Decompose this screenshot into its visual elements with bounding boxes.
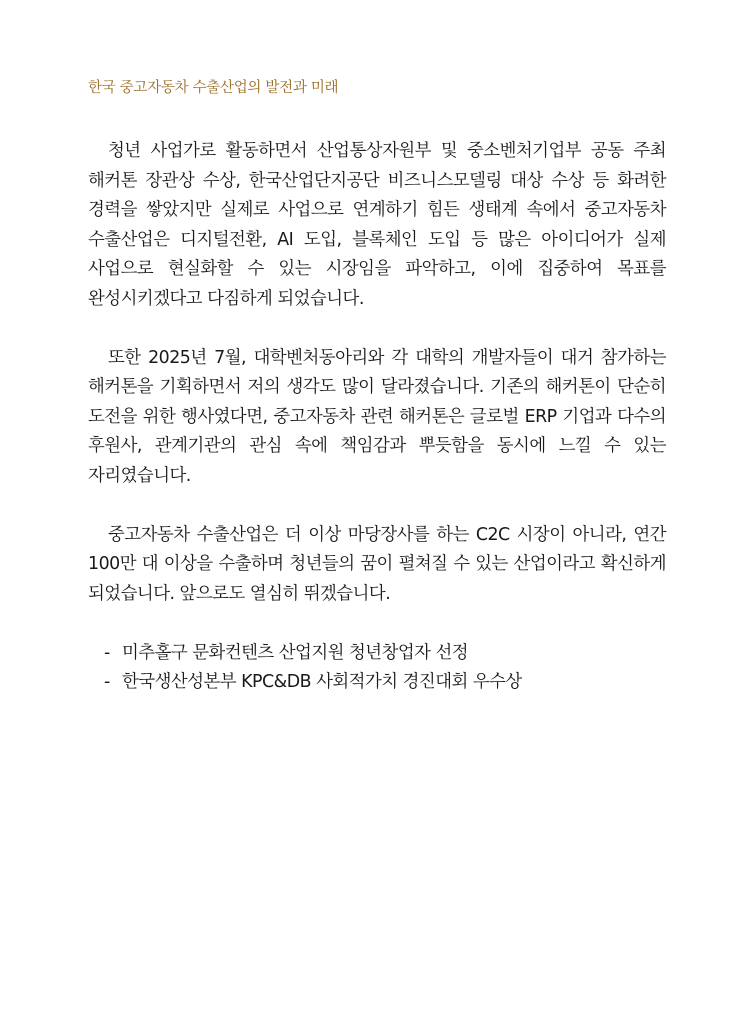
document-header-title: 한국 중고자동차 수출산업의 발전과 미래 xyxy=(88,80,339,96)
paragraph-2: 또한 2025년 7월, 대학벤처동아리와 각 대학의 개발자들이 대거 참가하는 해커톤을 기획하면서 저의 생각도 많이 달라졌습니다. 기존의 해커톤이 단순히 도전을 위한 행사였다면, 중고자동차 관련 해커톤은 글로벌 ERP 기업과 다수의 후원사, 관계기관의 관심 속에 책임감과 뿌듯함을 동시에 느낄 수 있는 자리였습니다. xyxy=(88,347,666,486)
list-item-text: 한국생산성본부 KPC&DB 사회적가치 경진대회 우수상 xyxy=(122,672,522,692)
list-item-text: 미추홀구 문화컨텐츠 산업지원 청년창업자 선정 xyxy=(122,642,469,663)
bullet-dash: - xyxy=(104,642,110,663)
paragraph-1: 청년 사업가로 활동하면서 산업통상자원부 및 중소벤처기업부 공동 주최 해커톤 장관상 수상, 한국산업단지공단 비즈니스모델링 대상 수상 등 화려한 경력을 쌓았지만 실제로 사업으로 연계하기 힘든 생태계 속에서 중고자동차 수출산업은 디지털전환, AI 도입, 블록체인 도입 등 많은 아이디어가 실제 사업으로 현실화할 수 있는 시장임을 파악하고, 이에 집중하여 목표를 완성시키겠다고 다짐하게 되었습니다. xyxy=(88,141,666,309)
award-list xyxy=(88,639,666,698)
document-body xyxy=(88,137,666,698)
list-item xyxy=(88,668,666,698)
bullet-dash: - xyxy=(104,672,110,692)
paragraph-3: 중고자동차 수출산업은 더 이상 마당장사를 하는 C2C 시장이 아니라, 연간 100만 대 이상을 수출하며 청년들의 꿈이 펼쳐질 수 있는 산업이라고 확신하게 되었습니다. 앞으로도 열심히 뛰겠습니다. xyxy=(88,524,666,604)
list-item xyxy=(88,639,666,669)
